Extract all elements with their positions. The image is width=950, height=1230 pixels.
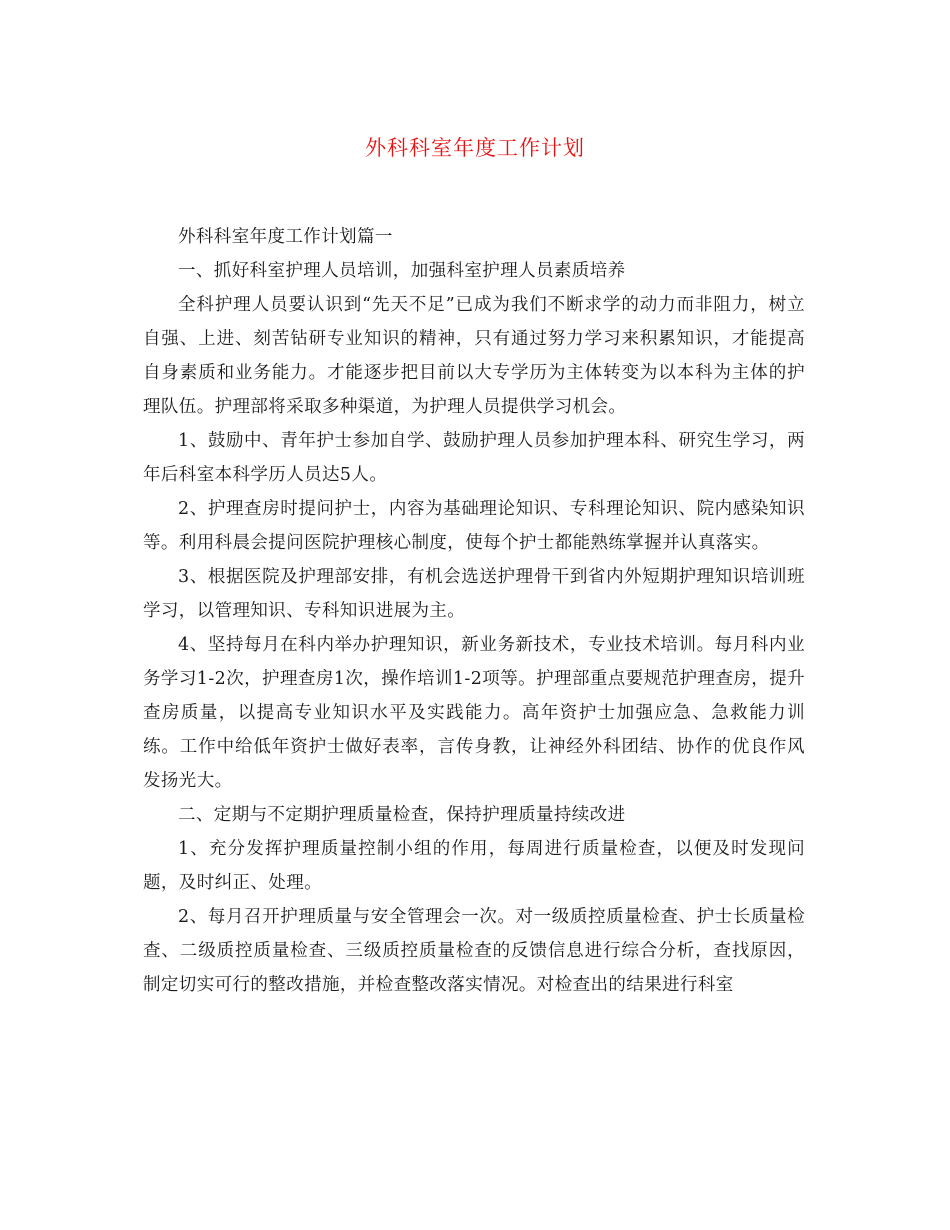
- body-paragraph: 1、充分发挥护理质量控制小组的作用，每周进行质量检查，以便及时发现问题，及时纠正、处理。: [143, 839, 805, 893]
- body-paragraph: 2、每月召开护理质量与安全管理会一次。对一级质控质量检查、护士长质量检查、二级质控质量检查、三级质控质量检查的反馈信息进行综合分析，查找原因，制定切实可行的整改措施，并检查整改落实情况。对检查出的结果进行科室: [143, 907, 805, 995]
- body-paragraph: 3、根据医院及护理部安排，有机会选送护理骨干到省内外短期护理知识培训班学习，以管理知识、专科知识进展为主。: [143, 567, 805, 621]
- section-heading: 一、抓好科室护理人员培训，加强科室护理人员素质培养: [178, 261, 626, 281]
- body-paragraph: 全科护理人员要认识到“先天不足”已成为我们不断求学的动力而非阻力，树立自强、上进、刻苦钻研专业知识的精神，只有通过努力学习来积累知识，才能提高自身素质和业务能力。才能逐步把目前以大专学历为主体转变为以本科为主体的护理队伍。护理部将采取多种渠道，为护理人员提供学习机会。: [143, 295, 805, 417]
- document-body: [143, 220, 805, 1002]
- body-paragraph: 4、坚持每月在科内举办护理知识，新业务新技术，专业技术培训。每月科内业务学习1-2次，护理查房1次，操作培训1-2项等。护理部重点要规范护理查房，提升查房质量，以提高专业知识水平及实践能力。高年资护士加强应急、急救能力训练。工作中给低年资护士做好表率，言传身教，让神经外科团结、协作的优良作风发扬光大。: [143, 635, 805, 791]
- document-title: 外科科室年度工作计划: [365, 136, 585, 160]
- body-paragraph: 1、鼓励中、青年护士参加自学、鼓励护理人员参加护理本科、研究生学习，两年后科室本科学历人员达5人。: [143, 431, 805, 485]
- section-heading: 二、定期与不定期护理质量检查，保持护理质量持续改进: [178, 805, 626, 825]
- section-heading: 外科科室年度工作计划篇一: [178, 227, 393, 247]
- body-paragraph: 2、护理查房时提问护士，内容为基础理论知识、专科理论知识、院内感染知识等。利用科晨会提问医院护理核心制度，使每个护士都能熟练掌握并认真落实。: [143, 499, 805, 553]
